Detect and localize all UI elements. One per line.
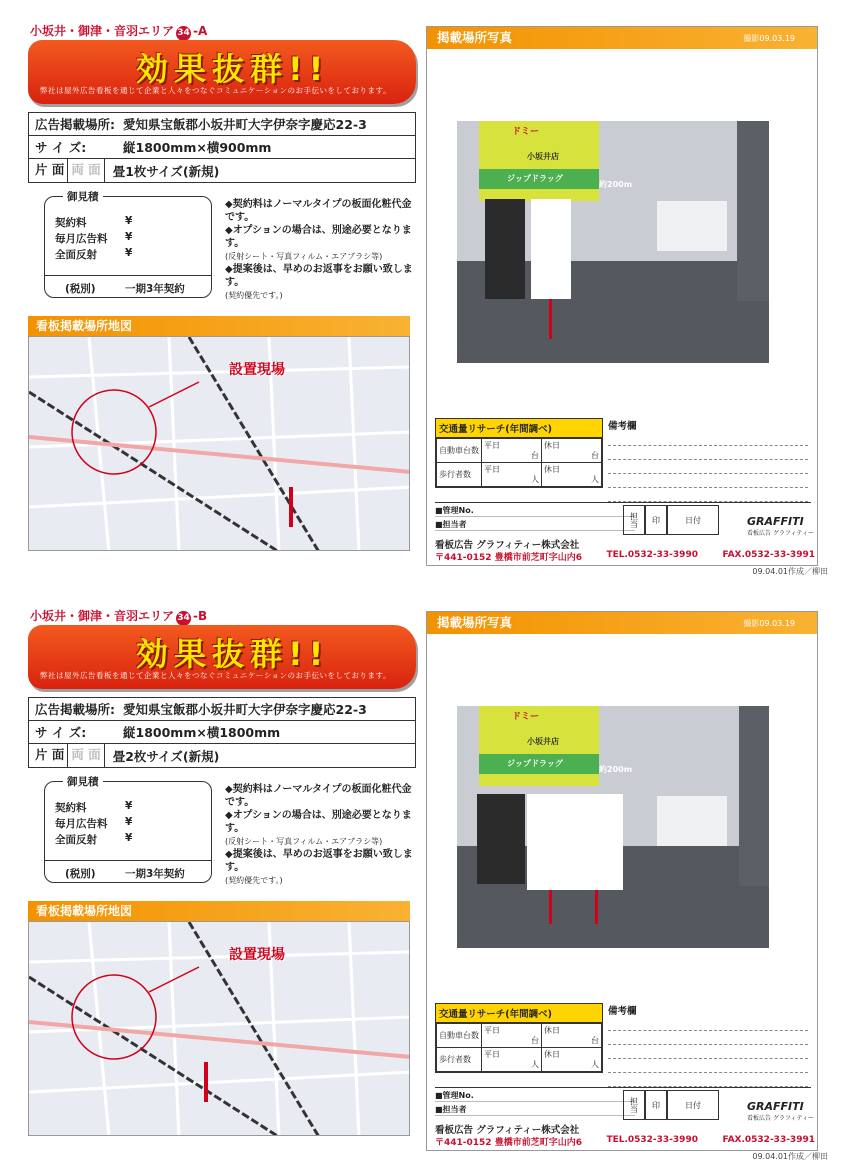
approval-stamp-box	[623, 1090, 719, 1120]
traffic-survey-title: 交通量リサーチ(年間調べ)	[436, 419, 602, 438]
side-value: 畳1枚サイズ(新規)	[112, 163, 220, 179]
photo-panel	[426, 611, 818, 1151]
effect-banner	[28, 40, 416, 104]
location-label: 広告掲載場所:	[35, 117, 115, 132]
banner-headline: 効果抜群!!	[136, 635, 330, 673]
yen-mark: ¥	[125, 832, 133, 844]
photo-header: 掲載場所写真	[437, 30, 513, 45]
weekday-label: 平日	[484, 1026, 500, 1035]
graffiti-logo: GRAFFITI 看板広告 グラフィティー	[747, 515, 814, 537]
location-map	[28, 336, 410, 551]
company-fax: FAX.0532-33-3991	[722, 550, 815, 560]
people-label: 歩行者数	[437, 463, 482, 487]
note-reply: ◆提案後は、早めのお返事をお願い致します。	[225, 849, 413, 873]
area-number-badge: 34	[176, 611, 191, 626]
site-photo	[457, 121, 769, 363]
estimate-tax: (税別)	[65, 868, 96, 880]
staff-field: ■担当者	[435, 519, 635, 531]
unit-person: 人	[591, 1060, 599, 1069]
company-contact	[435, 550, 815, 563]
company-address: 〒441-0152 豊橋市前芝町字山内6	[435, 553, 582, 563]
sign-store-name: ドミー	[512, 127, 540, 137]
sign-distance: 約200m	[599, 765, 633, 774]
unit-person: 人	[531, 475, 539, 484]
sign-distance: 約200m	[599, 180, 633, 189]
stamp-staff: 担当	[623, 505, 645, 535]
billboard-info-table	[28, 697, 416, 768]
site-photo	[457, 706, 769, 948]
note-reply: ◆提案後は、早めのお返事をお願い致します。	[225, 264, 413, 288]
memo-label: 備考欄	[608, 1006, 637, 1017]
photo-date: 撮影09.03.19	[743, 619, 795, 628]
traffic-survey	[435, 418, 603, 488]
note-option-sub: (反射シート・写真フィルム・エアブラシ等)	[225, 837, 383, 846]
banner-subtext: 弊社は屋外広告看板を通じて企業と人々をつなぐコミュニケーションのお手伝いをしております。	[40, 86, 391, 95]
map-header: 看板掲載場所地図	[28, 316, 410, 336]
company-address: 〒441-0152 豊橋市前芝町字山内6	[435, 1138, 582, 1148]
estimate-box	[44, 776, 212, 883]
location-value: 愛知県宝飯郡小坂井町大字伊奈字慶応22-3	[123, 117, 367, 132]
area-number-badge: 34	[176, 26, 191, 41]
estimate-term: 一期3年契約	[125, 868, 185, 880]
company-contact	[435, 1135, 815, 1148]
unit-person: 人	[531, 1060, 539, 1069]
side-value: 畳2枚サイズ(新規)	[112, 748, 220, 764]
sign-branch: 小坂井店	[527, 737, 559, 746]
side-double: 両 面	[68, 159, 104, 182]
cars-label: 自動車台数	[437, 1024, 482, 1048]
memo-area	[608, 1003, 808, 1087]
estimate-contract: 契約料	[55, 802, 87, 814]
sign-zip: ジップドラッグ	[507, 174, 563, 183]
note-contract: ◆契約料はノーマルタイプの板面化粧代金です。	[225, 784, 412, 808]
traffic-survey-title: 交通量リサーチ(年間調べ)	[436, 1004, 602, 1023]
sign-store-name: ドミー	[512, 712, 540, 722]
banner-subtext: 弊社は屋外広告看板を通じて企業と人々をつなぐコミュニケーションのお手伝いをしております。	[40, 671, 391, 680]
management-no-field: ■管理No.	[435, 505, 635, 517]
flyer-sheet-a	[0, 0, 842, 580]
staff-field: ■担当者	[435, 1104, 635, 1116]
note-option: ◆オプションの場合は、別途必要となります。	[225, 225, 412, 249]
memo-label: 備考欄	[608, 421, 637, 432]
estimate-title: 御見積	[63, 774, 103, 789]
graffiti-logo: GRAFFITI 看板広告 グラフィティー	[747, 1100, 814, 1122]
company-name: 看板広告 グラフィティー株式会社	[435, 1125, 580, 1136]
side-double: 両 面	[68, 744, 104, 767]
weekday-label: 平日	[484, 1050, 500, 1059]
flyer-sheet-b	[0, 585, 842, 1165]
company-tel: TEL.0532-33-3990	[606, 1135, 698, 1145]
stamp-date: 日付	[667, 1090, 719, 1120]
banner-headline: 効果抜群!!	[136, 50, 330, 88]
estimate-notes	[225, 783, 420, 887]
holiday-label: 休日	[544, 1050, 560, 1059]
holiday-label: 休日	[544, 465, 560, 474]
photo-header: 掲載場所写真	[437, 615, 513, 630]
yen-mark: ¥	[125, 247, 133, 259]
company-tel: TEL.0532-33-3990	[606, 550, 698, 560]
weekday-label: 平日	[484, 465, 500, 474]
side-single: 片 面	[29, 744, 68, 767]
side-single: 片 面	[29, 159, 68, 182]
approval-stamp-box	[623, 505, 719, 535]
yen-mark: ¥	[125, 231, 133, 243]
estimate-reflect: 全面反射	[55, 249, 97, 261]
unit-car: 台	[591, 451, 599, 460]
unit-car: 台	[591, 1036, 599, 1045]
made-note: 09.04.01作成／柳田	[752, 567, 828, 576]
effect-banner	[28, 625, 416, 689]
photo-panel	[426, 26, 818, 566]
estimate-notes	[225, 198, 420, 302]
area-title: 小坂井・御津・音羽エリア 34 -B	[30, 607, 207, 626]
note-reply-sub: (契約優先です。)	[225, 876, 283, 885]
note-option-sub: (反射シート・写真フィルム・エアブラシ等)	[225, 252, 383, 261]
holiday-label: 休日	[544, 441, 560, 450]
location-value: 愛知県宝飯郡小坂井町大字伊奈字慶応22-3	[123, 702, 367, 717]
note-reply-sub: (契約優先です。)	[225, 291, 283, 300]
traffic-survey	[435, 1003, 603, 1073]
company-name: 看板広告 グラフィティー株式会社	[435, 540, 580, 551]
yen-mark: ¥	[125, 215, 133, 227]
unit-car: 台	[531, 1036, 539, 1045]
company-fax: FAX.0532-33-3991	[722, 1135, 815, 1145]
location-map	[28, 921, 410, 1136]
area-title: 小坂井・御津・音羽エリア 34 -A	[30, 22, 207, 41]
estimate-reflect: 全面反射	[55, 834, 97, 846]
yen-mark: ¥	[125, 816, 133, 828]
sign-branch: 小坂井店	[527, 152, 559, 161]
photo-date: 撮影09.03.19	[743, 34, 795, 43]
stamp-staff: 担当	[623, 1090, 645, 1120]
billboard-info-table	[28, 112, 416, 183]
stamp-seal: 印	[645, 1090, 667, 1120]
stamp-seal: 印	[645, 505, 667, 535]
size-value: 縦1800mm×横1800mm	[123, 725, 281, 740]
map-site-label: 設置現場	[229, 947, 285, 963]
weekday-label: 平日	[484, 441, 500, 450]
unit-person: 人	[591, 475, 599, 484]
people-label: 歩行者数	[437, 1048, 482, 1072]
estimate-title: 御見積	[63, 189, 103, 204]
estimate-monthly: 毎月広告料	[55, 233, 108, 245]
estimate-monthly: 毎月広告料	[55, 818, 108, 830]
size-value: 縦1800mm×横900mm	[123, 140, 272, 155]
estimate-tax: (税別)	[65, 283, 96, 295]
yen-mark: ¥	[125, 800, 133, 812]
sign-zip: ジップドラッグ	[507, 759, 563, 768]
memo-area	[608, 418, 808, 502]
estimate-contract: 契約料	[55, 217, 87, 229]
management-no-field: ■管理No.	[435, 1090, 635, 1102]
map-header: 看板掲載場所地図	[28, 901, 410, 921]
location-label: 広告掲載場所:	[35, 702, 115, 717]
note-contract: ◆契約料はノーマルタイプの板面化粧代金です。	[225, 199, 412, 223]
made-note: 09.04.01作成／柳田	[752, 1152, 828, 1161]
estimate-box	[44, 191, 212, 298]
stamp-date: 日付	[667, 505, 719, 535]
size-label: サ イ ズ:	[35, 725, 87, 740]
map-site-label: 設置現場	[229, 362, 285, 378]
estimate-term: 一期3年契約	[125, 283, 185, 295]
holiday-label: 休日	[544, 1026, 560, 1035]
cars-label: 自動車台数	[437, 439, 482, 463]
note-option: ◆オプションの場合は、別途必要となります。	[225, 810, 412, 834]
unit-car: 台	[531, 451, 539, 460]
size-label: サ イ ズ:	[35, 140, 87, 155]
